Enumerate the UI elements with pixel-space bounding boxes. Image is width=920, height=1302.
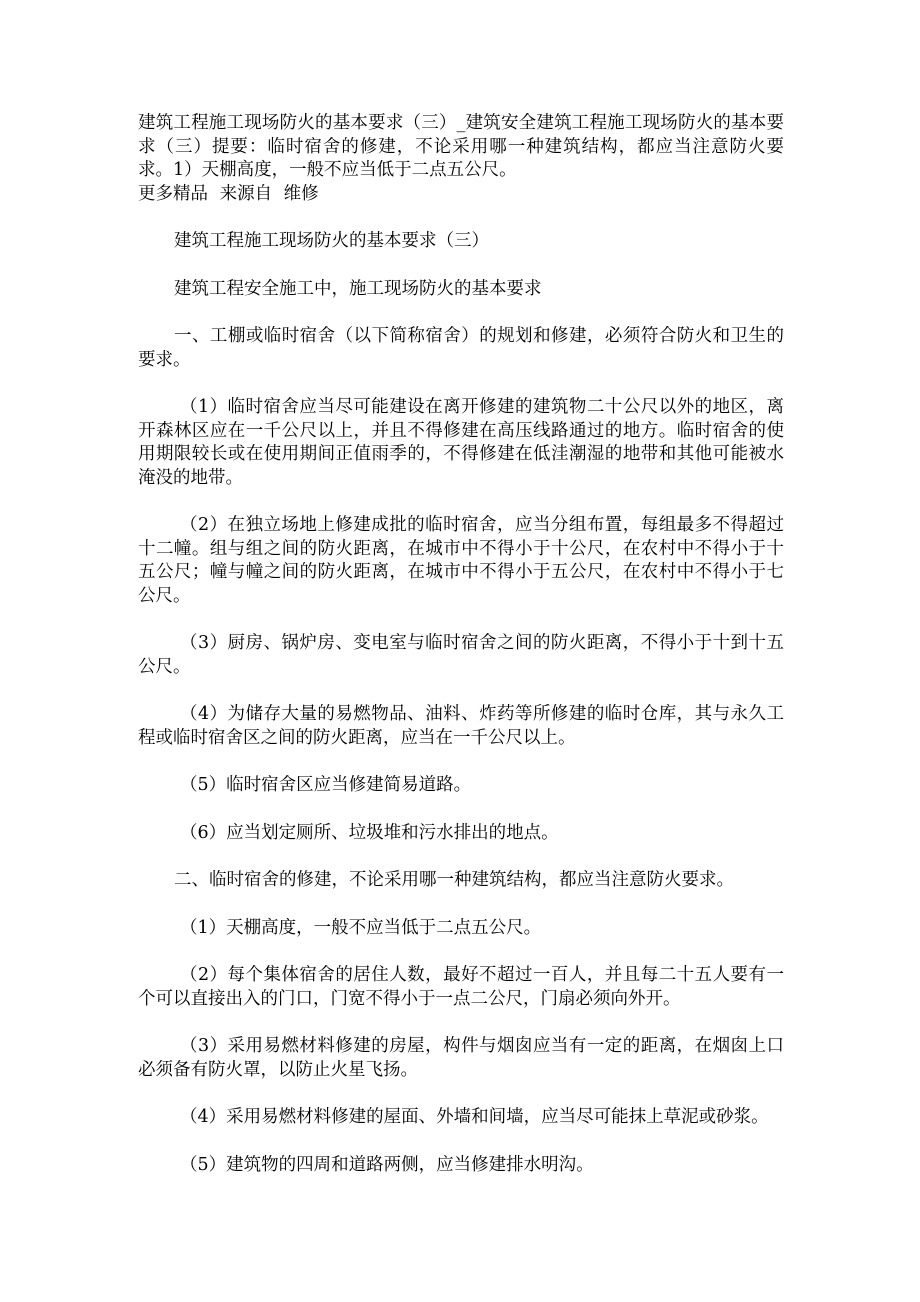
document-page [138,112,784,1201]
list-item: （1）临时宿舍应当尽可能建设在离开修建的建筑物二十公尺以外的地区，离开森林区应在一千公尺以上，并且不得修建在高压线路通过的地方。临时宿舍的使用期限较长或在使用期间正值雨季的，不得修建在低洼潮湿的地带和其他可能被水淹没的地带。 [138,397,784,488]
list-item: （1）天棚高度，一般不应当低于二点五公尺。 [180,917,542,938]
more-label: 更多精品 [138,183,208,204]
list-item: （2）每个集体宿舍的居住人数，最好不超过一百人，并且每二十五人要有一个可以直接出入的门口，门宽不得小于一点二公尺，门扇必须向外开。 [138,965,784,1009]
repair-label: 维修 [283,183,319,204]
source-label: 来源自 [219,183,273,204]
article-body [138,230,784,1177]
list-item: （5）建筑物的四周和道路两侧，应当修建排水明沟。 [180,1154,594,1175]
list-item: （3）厨房、锅炉房、变电室与临时宿舍之间的防火距离，不得小于十到十五公尺。 [138,633,784,677]
list-item: （4）采用易燃材料修建的屋面、外墙和间墙，应当尽可能抹上草泥或砂浆。 [180,1107,769,1127]
list-item: （6）应当划定厕所、垃圾堆和污水排出的地点。 [180,822,559,843]
source-line [138,183,784,207]
list-item: （3）采用易燃材料修建的房屋，构件与烟囱应当有一定的距离，在烟囱上口必须备有防火罩，以防止火星飞扬。 [138,1036,784,1080]
article-title: 建筑工程施工现场防火的基本要求（三） [174,231,489,251]
list-item: （4）为储存大量的易燃物品、油料、炸药等所修建的临时仓库，其与永久工程或临时宿舍区之间的防火距离，应当在一千公尺以上。 [138,704,784,748]
document-summary: 建筑工程施工现场防火的基本要求（三）_建筑安全建筑工程施工现场防火的基本要求（三）提要：临时宿舍的修建，不论采用哪一种建筑结构，都应当注意防火要求。1）天棚高度，一般不应当低于二点五公尺。 [138,113,784,180]
list-item: （5）临时宿舍区应当修建简易道路。 [180,775,472,795]
article-subtitle: 建筑工程安全施工中，施工现场防火的基本要求 [174,278,542,299]
section-heading-1: 一、工棚或临时宿舍（以下简称宿舍）的规划和修建，必须符合防火和卫生的要求。 [138,326,784,370]
list-item: （2）在独立场地上修建成批的临时宿舍，应当分组布置，每组最多不得超过十二幢。组与组之间的防火距离，在城市中不得小于十公尺，在农村中不得小于十五公尺；幢与幢之间的防火距离，在城市中不得小于五公尺，在农村中不得小于七公尺。 [138,515,784,606]
section-heading-2: 二、临时宿舍的修建，不论采用哪一种建筑结构，都应当注意防火要求。 [174,870,734,890]
